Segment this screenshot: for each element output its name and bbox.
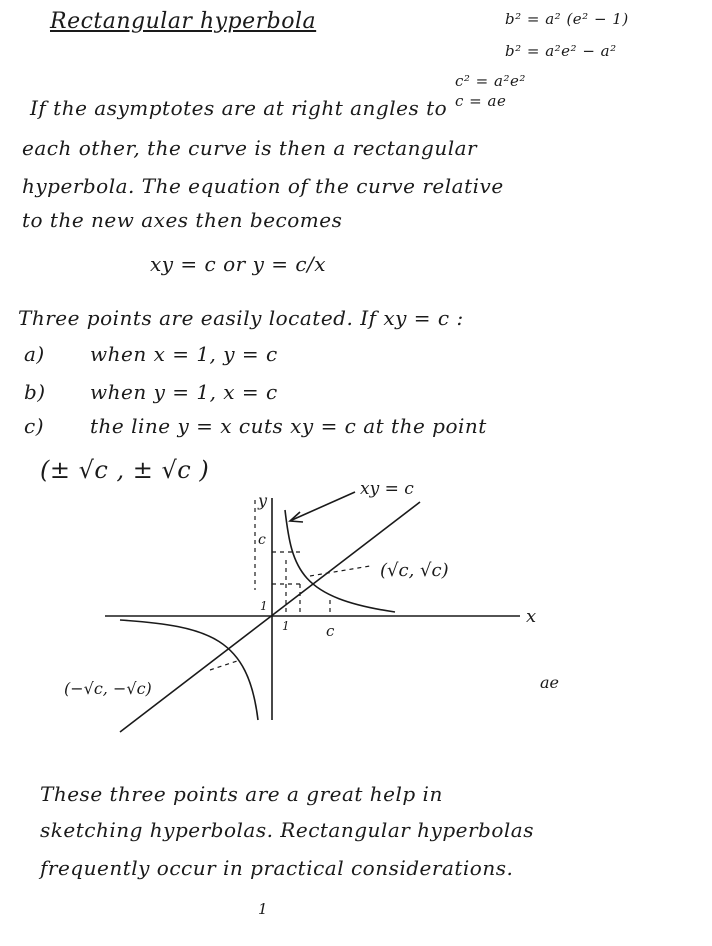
item-b-text: when y = 1, x = c — [90, 380, 278, 404]
margin-note-4: c = ae — [455, 92, 507, 110]
closing-line-3: frequently occur in practical considerations. — [40, 856, 514, 880]
item-c-marker: c) — [24, 414, 45, 438]
margin-note-1: b² = a² (e² − 1) — [505, 10, 629, 28]
margin-note-2: b² = a²e² − a² — [505, 42, 617, 60]
bottom-mark: 1 — [258, 900, 269, 918]
point-line: (± √c , ± √c ) — [40, 456, 210, 484]
tick-1-x: 1 — [282, 619, 290, 633]
tick-c-y: c — [258, 532, 266, 548]
tick-c-x: c — [326, 622, 335, 640]
y-axis-label: y — [258, 491, 268, 510]
margin-note-3: c² = a²e² — [455, 72, 526, 90]
curve-pointer — [292, 492, 355, 520]
body-line-2: each other, the curve is then a rectangular — [22, 136, 478, 160]
body-line-3: hyperbola. The equation of the curve relative — [22, 174, 504, 198]
hyperbola-branch-right — [285, 510, 395, 612]
arrowhead — [290, 512, 303, 522]
page-title: Rectangular hyperbola — [50, 9, 317, 34]
item-a-marker: a) — [24, 342, 45, 366]
positive-point-label: (√c, √c) — [380, 560, 449, 581]
hyperbola-branch-left — [120, 620, 258, 720]
equation: xy = c or y = c/x — [150, 252, 327, 276]
item-a-text: when x = 1, y = c — [90, 342, 278, 366]
stray-note: ae — [540, 673, 560, 692]
x-axis-label: x — [526, 606, 537, 627]
item-c-text: the line y = x cuts xy = c at the point — [90, 414, 487, 438]
tick-1-y: 1 — [260, 599, 268, 613]
curve-label: xy = c — [360, 480, 414, 499]
item-b-marker: b) — [24, 380, 46, 404]
hyperbola-sketch — [0, 480, 712, 740]
body-line-4: to the new axes then becomes — [22, 208, 343, 232]
closing-line-2: sketching hyperbolas. Rectangular hyperbolas — [40, 818, 534, 842]
line-y-equals-x — [120, 502, 420, 732]
negative-point-label: (−√c, −√c) — [64, 679, 152, 698]
closing-line-1: These three points are a great help in — [40, 782, 443, 806]
points-intro: Three points are easily located. If xy = c : — [18, 306, 464, 330]
body-line-1: If the asymptotes are at right angles to — [30, 96, 448, 120]
